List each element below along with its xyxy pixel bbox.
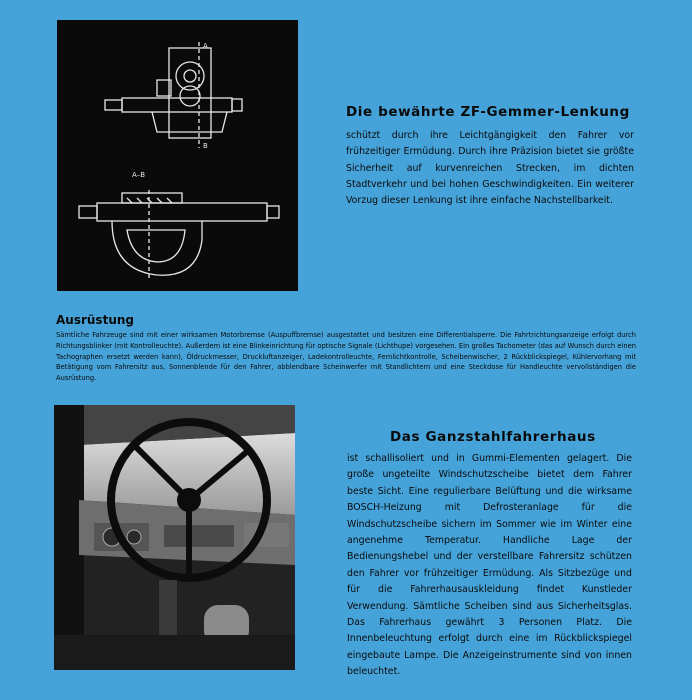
cab-interior-drawing [54, 405, 295, 670]
diagram-label-a: A [203, 42, 208, 50]
equipment-body: Sämtliche Fahrzeuge sind mit einer wirksamen Motorbremse (Auspuffbremse) ausgestattet und besitzen eine Differentialsperre. Die Fahrtrichtungsanzeige erfolgt durch Richtungsblinker (mit Kontrolleuchte). Außerdem ist eine Blinkeinrichtung für optische Signale (Lichthupe) vorgesehen. Ein großes Tachometer (das auf Wunsch durch einen Tachographen ersetzt werden kann), Öldruckmesser, Druckluftanzeiger, Ladekontrolleuchte, Fernlichtkontrolle, Scheibenwischer, 2 Rückblickspiegel, Kühlervorhang mit Betätigung vom Fahrersitz aus, Sonnenblende für den Fahrer, abblendbare Scheinwerfer mit Standlichtern und eine Steckdose für Handleuchte vervollständigen die Ausrüstung. [56, 331, 636, 383]
steering-body: schützt durch ihre Leichtgängigkeit den Fahrer vor frühzeitiger Ermüdung. Durch ihre Präzision bietet sie größte Sicherheit auf kurvenreichen Strecken, im dichten Stadtverkehr und bei hohen Geschwindigkeiten. Ein weiterer Vorzug dieser Lenkung ist ihre einfache Nachstellbarkeit. [346, 130, 634, 207]
equipment-title: Ausrüstung [56, 313, 134, 327]
cab-body: ist schallisoliert und in Gummi-Elementen gelagert. Die große ungeteilte Windschutzscheibe bietet dem Fahrer beste Sicht. Eine regulierbare Belüftung und die wirksame BOSCH-Heizung mit Defrosteranlage für die Windschutzscheibe sichern im Sommer wie im Winter eine angenehme Temperatur. Handliche Lage der Bedienungshebel und der verstellbare Fahrersitz schützen den Fahrer vor frühzeitiger Ermüdung. Als Sitzbezüge und für die Fahrerhausauskleidung findet Kunstleder Verwendung. Sämtliche Scheiben sind aus Sicherheitsglas. Das Fahrerhaus gewährt 3 Personen Platz. Die Innenbeleuchtung erfolgt durch eine im Rückblickspiegel eingebaute Lampe. Die Anzeigeinstrumente sind von innen beleuchtet. [347, 453, 632, 678]
steering-gear-diagram [57, 20, 298, 291]
cab-interior-photo [54, 405, 295, 670]
diagram-label-section: A–B [132, 171, 146, 179]
cab-title: Das Ganzstahlfahrerhaus [390, 429, 596, 445]
steering-gear-drawing [57, 20, 298, 291]
diagram-label-b: B [203, 142, 208, 150]
steering-title: Die bewährte ZF-Gemmer-Lenkung [346, 104, 630, 120]
